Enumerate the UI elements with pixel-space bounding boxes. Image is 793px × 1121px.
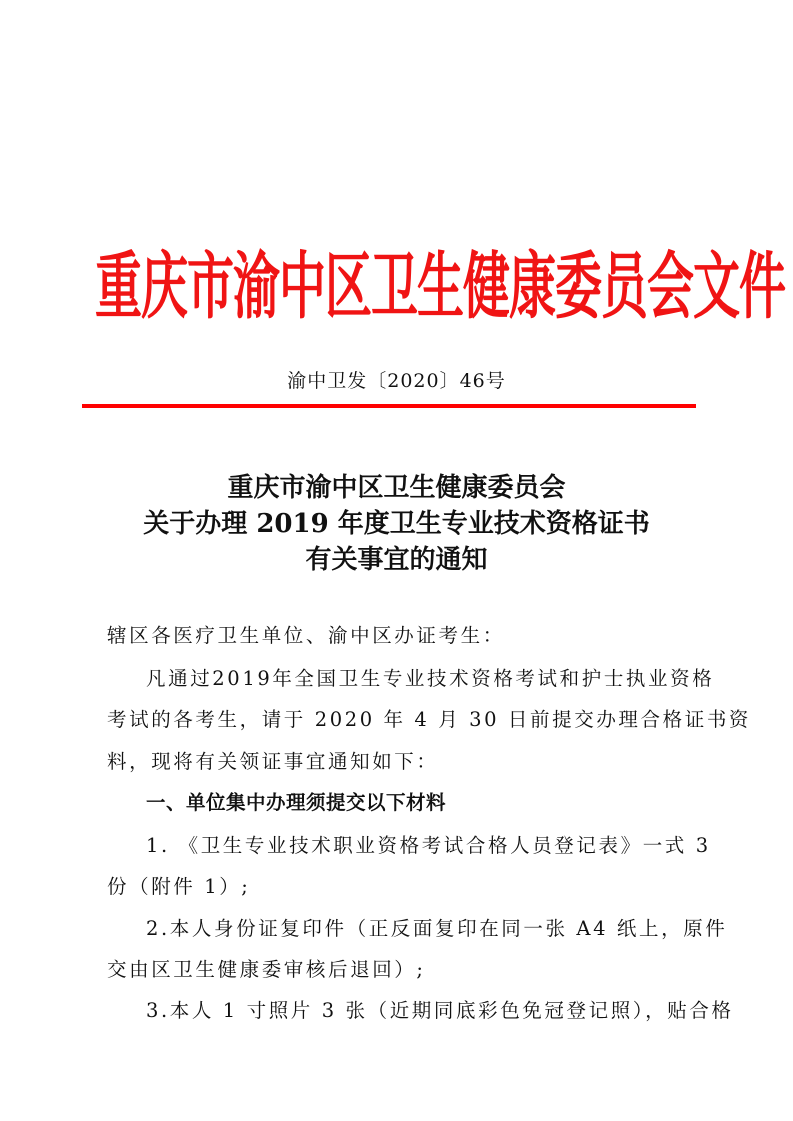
red-divider: [82, 404, 696, 408]
item-1-line-2: 份（附件 1）;: [107, 875, 251, 898]
intro-paragraph-line-2: 考试的各考生，请于 2020 年 4 月 30 日前提交办理合格证书资: [107, 708, 752, 731]
item-2-line-1: 2.本人身份证复印件（正反面复印在同一张 A4 纸上，原件: [146, 917, 728, 940]
intro-paragraph-line-1: 凡通过2019年全国卫生专业技术资格考试和护士执业资格: [146, 667, 715, 690]
item-2-line-2: 交由区卫生健康委审核后退回）;: [107, 958, 426, 981]
notice-title-line-2: 关于办理 2019 年度卫生专业技术资格证书: [143, 509, 650, 539]
section-1-heading: 一、单位集中办理须提交以下材料: [146, 791, 447, 814]
item-1-line-1: 1. 《卫生专业技术职业资格考试合格人员登记表》一式 3: [146, 834, 711, 857]
intro-paragraph-line-3: 料，现将有关领证事宜通知如下：: [107, 750, 439, 773]
salutation: 辖区各医疗卫生单位、渝中区办证考生：: [107, 624, 505, 647]
masthead-title: 重庆市渝中区卫生健康委员会文件: [95, 244, 785, 330]
notice-title-line-1: 重庆市渝中区卫生健康委员会: [227, 473, 566, 503]
item-3-line-1: 3.本人 1 寸照片 3 张（近期同底彩色免冠登记照），贴合格: [146, 999, 734, 1022]
document-number: 渝中卫发〔2020〕46号: [287, 370, 506, 392]
notice-title-line-3: 有关事宜的通知: [305, 545, 488, 575]
